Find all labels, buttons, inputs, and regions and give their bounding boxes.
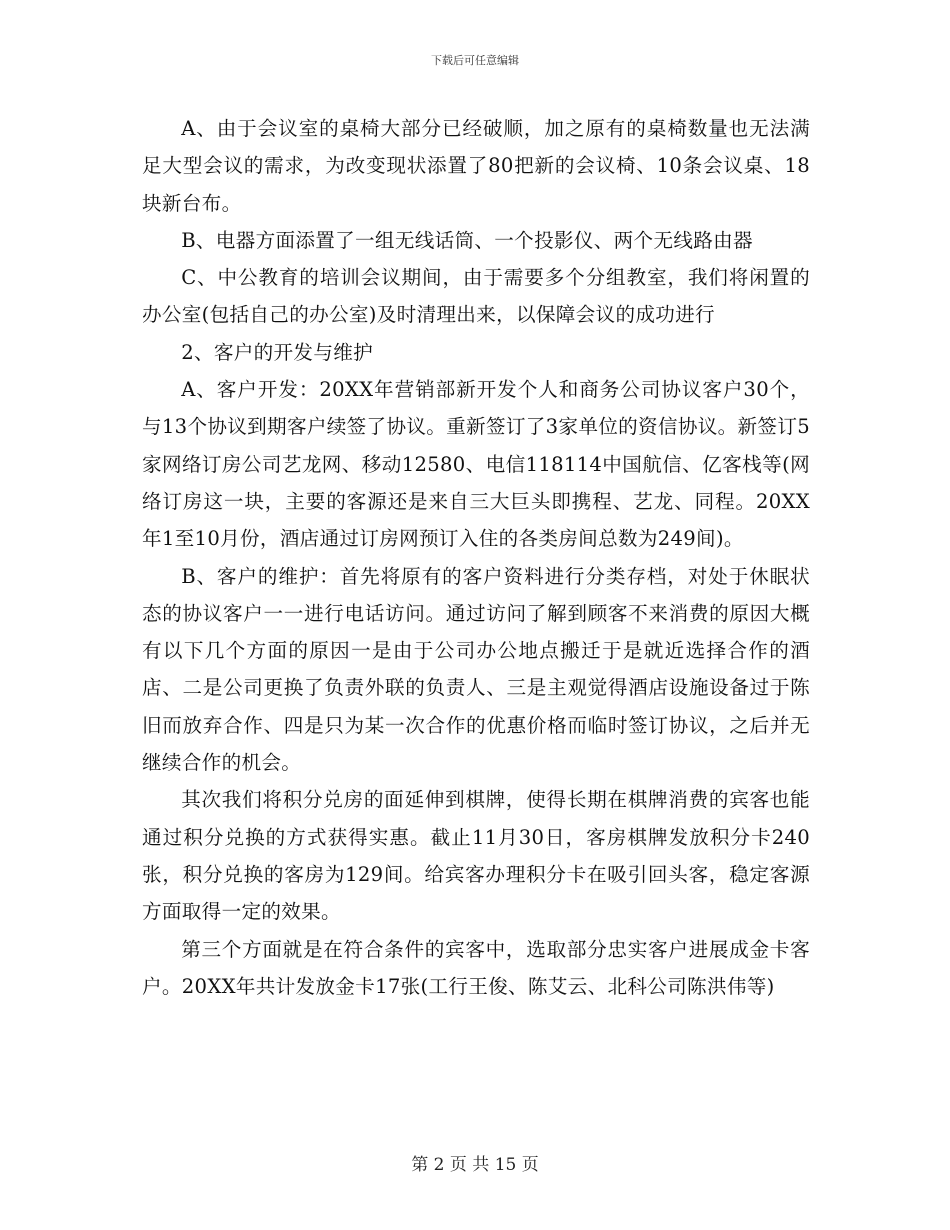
paragraph-furniture: A、由于会议室的桌椅大部分已经破顺，加之原有的桌椅数量也无法满足大型会议的需求，为改变现状添置了80把新的会议椅、10条会议桌、18块新台布。 <box>142 117 810 215</box>
section-heading-customers: 2、客户的开发与维护 <box>181 340 373 364</box>
paragraph-points-exchange: 其次我们将积分兑房的面延伸到棋牌，使得长期在棋牌消费的宾客也能通过积分兑换的方式获得实惠。截止11月30日，客房棋牌发放积分卡240张，积分兑换的客房为129间。给宾客办理积分卡在吸引回头客，稳定客源方面取得一定的效果。 <box>142 788 810 924</box>
page-header-note: 下载后可任意编辑 <box>431 54 519 67</box>
paragraph-customer-development: A、客户开发：20XX年营销部新开发个人和商务公司协议客户30个，与13个协议到期客户续签了协议。重新签订了3家单位的资信协议。新签订5家网络订房公司艺龙网、移动12580、电信118114中国航信、亿客栈等(网络订房这一块，主要的客源还是来自三大巨头即携程、艺龙、同程。20XX年1至10月份，酒店通过订房网预订入住的各类房间总数为249间)。 <box>142 378 810 551</box>
document-body <box>142 110 810 1005</box>
paragraph-training-rooms: C、中公教育的培训会议期间，由于需要多个分组教室，我们将闲置的办公室(包括自己的办公室)及时清理出来，以保障会议的成功进行 <box>142 266 810 327</box>
paragraph-customer-maintenance: B、客户的维护：首先将原有的客户资料进行分类存档，对处于休眠状态的协议客户一一进行电话访问。通过访问了解到顾客不来消费的原因大概有以下几个方面的原因一是由于公司办公地点搬迁于是就近选择合作的酒店、二是公司更换了负责外联的负责人、三是主观觉得酒店设施设备过于陈旧而放弃合作、四是只为某一次合作的优惠价格而临时签订协议，之后并无继续合作的机会。 <box>142 564 810 775</box>
paragraph-gold-card: 第三个方面就是在符合条件的宾客中，选取部分忠实客户进展成金卡客户。20XX年共计发放金卡17张(工行王俊、陈艾云、北科公司陈洪伟等) <box>142 937 810 998</box>
paragraph-electronics: B、电器方面添置了一组无线话筒、一个投影仪、两个无线路由器 <box>181 228 753 252</box>
page-number: 第 2 页 共 15 页 <box>411 1155 539 1175</box>
